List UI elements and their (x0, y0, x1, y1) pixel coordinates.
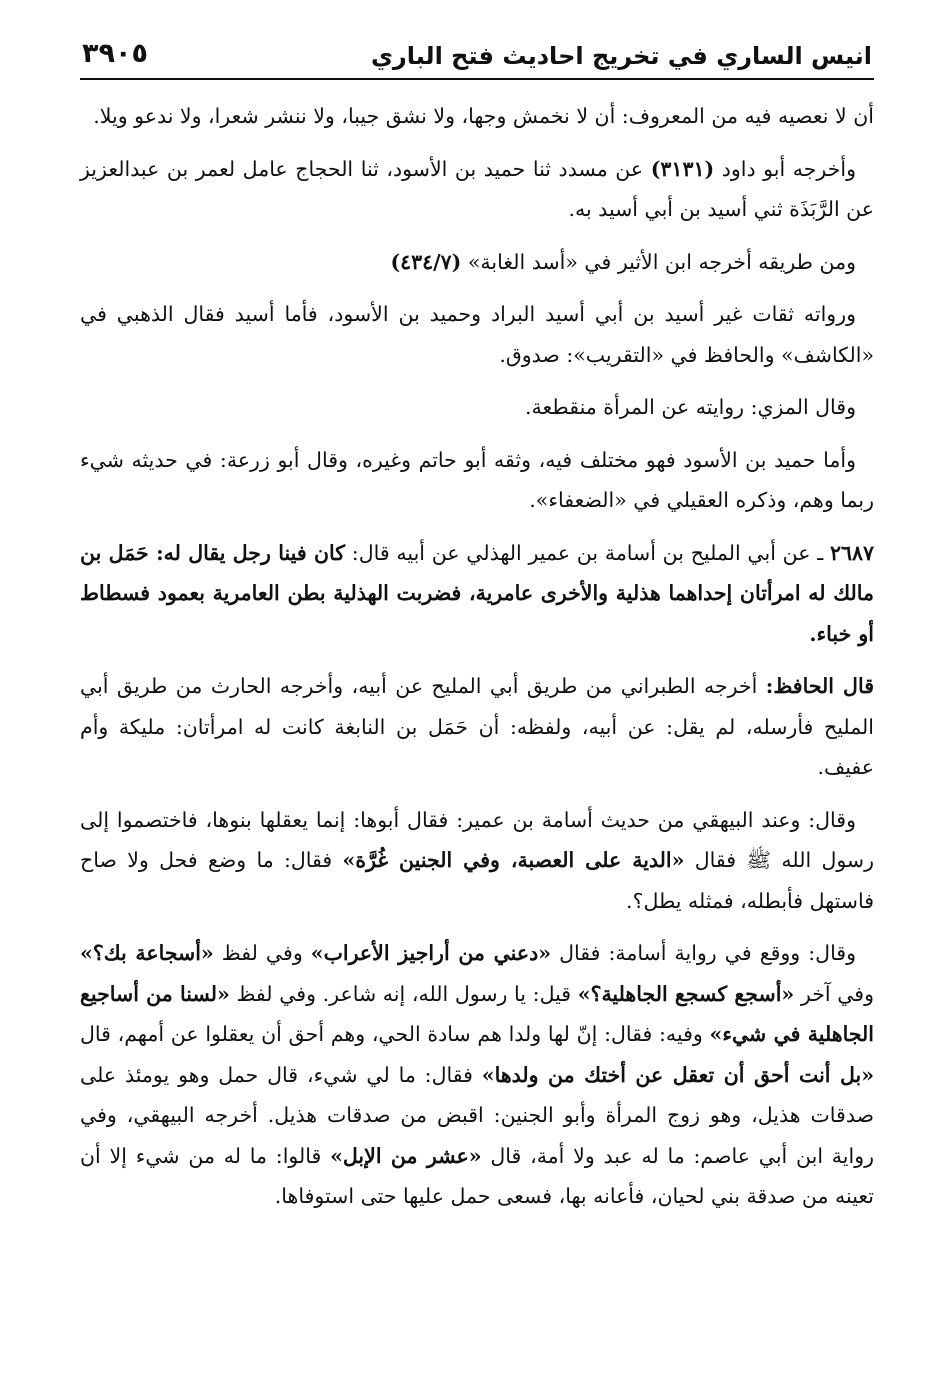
paragraph (80, 387, 874, 428)
text-segment: أن لا نعصيه فيه من المعروف: أن لا نخمش وجها، ولا نشق جيبا، ولا ننشر شعرا، ولا ندعو ويلا. (93, 104, 874, 128)
text-segment: وقال: وعند البيهقي من حديث أسامة بن عمير: فقال أبوها: إنما يعقلها بنوها، فاختصموا إلى رسول الله ﷺ فقال (80, 807, 875, 872)
text-segment: قيل: يا رسول الله، إنه شاعر. وفي لفظ (229, 981, 578, 1006)
text-segment: وأخرجه أبو داود (714, 156, 856, 181)
paragraph (80, 440, 874, 521)
text-segment: ـ عن أبي المليح بن أسامة بن عمير الهذلي عن أبيه قال: (345, 540, 830, 565)
running-header (80, 38, 874, 80)
bold-text-segment: «أسجاعة بك؟» (80, 941, 214, 965)
text-segment: ورواته ثقات غير أسيد بن أبي أسيد البراد وحميد بن الأسود، فأما أسيد فقال الذهبي في «الكاشف» والحافظ في «التقريب»: صدوق. (80, 302, 874, 367)
text-segment: فقال: ما لي شيء، قال حمل وهو يومئذ على صدقات هذيل، وهو زوج المرأة وأبو الجنين: اقبض من صدقات هذيل. أخرجه البيهقي، وفي رواية ابن أبي عاصم: ما له عبد ولا أمة، قال (80, 1062, 874, 1168)
paragraph (80, 96, 874, 137)
text-segment: قالوا: ما له من شيء إلا أن تعينه من صدقة بني لحيان، فأعانه بها، فسعى حمل عليها حتى استوفاها. (80, 1143, 874, 1208)
paragraph (80, 933, 874, 1217)
paragraph (80, 800, 874, 922)
page-number: ٣٩٠٥ (82, 38, 148, 69)
bold-text-segment: «بل أنت أحق أن تعقل عن أختك من ولدها» (481, 1062, 875, 1087)
text-segment: وقال: ووقع في رواية أسامة: فقال (551, 941, 857, 965)
text-segment: أخرجه الطبراني من طريق أبي المليح عن أبيه، وأخرجه الحارث من طريق أبي المليح فأرسله، لم يقل: عن أبيه، ولفظه: أن حَمَل بن النابغة كانت له امرأتان: مليكة وأم عفيف. (80, 674, 874, 779)
paragraph (80, 242, 874, 283)
text-segment: ومن طريقه أخرجه ابن الأثير في «أسد الغابة» (461, 249, 856, 274)
bold-text-segment: ٢٦٨٧ (829, 540, 874, 565)
book-title: انيس الساري في تخريج احاديث فتح الباري (370, 42, 872, 70)
paragraph (80, 533, 874, 655)
text-segment: وقال المزي: روايته عن المرأة منقطعة. (525, 395, 856, 419)
bold-text-segment: كان فينا رجل يقال له: حَمَل بن مالك له امرأتان إحداهما هذلية والأخرى عامرية، فضربت الهذلية بطن العامرية بعمود فسطاط أو خباء. (80, 540, 874, 646)
bold-text-segment: (٣١٣١) (650, 156, 715, 181)
text-segment: وفي لفظ (213, 941, 311, 965)
paragraph (80, 666, 874, 788)
bold-text-segment: «الدية على العصبة، وفي الجنين غُرَّة» (342, 848, 685, 872)
text-segment: وأما حميد بن الأسود فهو مختلف فيه، وثقه أبو حاتم وغيره، وقال أبو زرعة: في حديثه شيء ربما وهم، وذكره العقيلي في «الضعفاء». (80, 447, 874, 512)
bold-text-segment: «عشر من الإبل» (330, 1143, 482, 1168)
text-segment: عن مسدد ثنا حميد بن الأسود، ثنا الحجاج عامل لعمر بن عبدالعزيز عن الرَّبَذَة ثني أسيد بن أبي أسيد به. (80, 156, 874, 221)
bold-text-segment: قال الحافظ: (765, 674, 875, 698)
bold-text-segment: «دعني من أراجيز الأعراب» (310, 941, 552, 965)
text-segment: فقال: ما وضع فحل ولا صاح فاستهل فأبطله، فمثله يطل؟. (80, 848, 874, 913)
bold-text-segment: (٤٣٤/٧) (390, 249, 462, 274)
text-segment: وفيه: فقال: إنّ لها ولدا هم سادة الحي، وهم أحق أن يعقلوا عن أمهم، قال (80, 1022, 710, 1046)
page-body (80, 96, 874, 1229)
paragraph (80, 149, 874, 230)
bold-text-segment: «لسنا من أساجيع الجاهلية في شيء» (80, 981, 874, 1046)
text-segment: وفي آخر (794, 981, 874, 1006)
paragraph (80, 294, 874, 375)
bold-text-segment: «أسجع كسجع الجاهلية؟» (577, 981, 795, 1006)
